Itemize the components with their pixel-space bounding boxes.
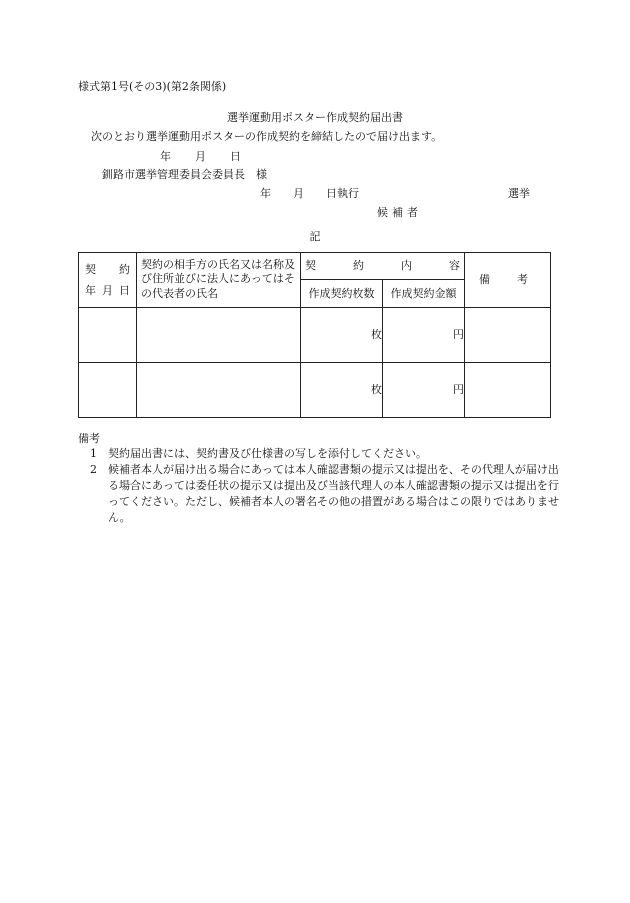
row-date-cell[interactable]	[79, 363, 137, 418]
remark-text: 契約届出書には、契約書及び仕様書の写しを添付してください。	[108, 447, 427, 460]
date-month-label: 月	[195, 150, 206, 163]
amount-unit: 円	[453, 328, 464, 342]
header-notes-char: 備	[479, 273, 490, 287]
row-party-cell[interactable]	[137, 363, 301, 418]
header-date-char: 月	[102, 284, 113, 298]
remark-item	[90, 446, 560, 462]
header-party-text: 契約の相手方の氏名又は名称及び住所並びに法人にあってはその代表者の氏名	[141, 258, 295, 300]
date-day-label: 日	[230, 150, 241, 163]
date-year-label: 年	[160, 150, 171, 163]
count-unit: 枚	[371, 328, 382, 342]
header-content-char: 契	[305, 259, 316, 272]
document-title: 選挙運動用ポスター作成契約届出書	[227, 111, 403, 124]
table-row	[79, 308, 551, 363]
row-amount-cell[interactable]	[383, 308, 465, 363]
row-amount-cell[interactable]	[383, 363, 465, 418]
header-count	[301, 280, 383, 308]
header-content-char: 容	[449, 259, 460, 272]
header-amount-label: 作成契約金額	[390, 287, 457, 300]
header-content-char: 内	[401, 259, 412, 272]
header-contract-content	[301, 253, 465, 280]
ki-heading: 記	[309, 230, 321, 243]
execution-date: 年 月 日執行	[260, 187, 359, 200]
election-label: 選挙	[508, 187, 530, 200]
row-count-cell[interactable]	[301, 363, 383, 418]
form-number: 様式第1号(その3)(第2条関係)	[78, 80, 227, 93]
header-date-char: 日	[119, 284, 130, 298]
row-count-cell[interactable]	[301, 308, 383, 363]
row-party-cell[interactable]	[137, 308, 301, 363]
header-content-char: 約	[353, 259, 364, 272]
candidate-label: 候補者	[377, 206, 422, 219]
header-contract-date	[79, 253, 137, 308]
contract-table	[78, 252, 551, 418]
header-count-label: 作成契約枚数	[308, 287, 375, 300]
remark-number: 1	[90, 447, 97, 460]
intro-text: 次のとおり選挙運動用ポスターの作成契約を締結したので届け出ます。	[91, 130, 443, 143]
header-date-char: 契	[85, 263, 96, 276]
header-amount	[383, 280, 465, 308]
remarks-title: 備考	[78, 432, 100, 445]
header-notes-char: 考	[517, 273, 528, 287]
table-row	[79, 363, 551, 418]
count-unit: 枚	[371, 383, 382, 397]
remark-item	[90, 462, 560, 526]
addressee: 釧路市選挙管理委員会委員長 様	[102, 168, 267, 181]
header-date-char: 年	[85, 284, 96, 298]
amount-unit: 円	[453, 383, 464, 397]
row-notes-cell[interactable]	[465, 308, 551, 363]
header-date-char: 約	[119, 263, 130, 276]
header-contract-party	[137, 253, 301, 308]
row-notes-cell[interactable]	[465, 363, 551, 418]
remark-number: 2	[90, 463, 97, 476]
row-date-cell[interactable]	[79, 308, 137, 363]
header-notes	[465, 253, 551, 308]
remark-text: 候補者本人が届け出る場合にあっては本人確認書類の提示又は提出を、その代理人が届け出る場合にあっては委任状の提示又は提出及び当該代理人の本人確認書類の提示又は提出を行ってください。ただし、候補者本人の署名その他の措置がある場合はこの限りではありません。	[108, 463, 559, 524]
submission-date	[160, 150, 241, 163]
